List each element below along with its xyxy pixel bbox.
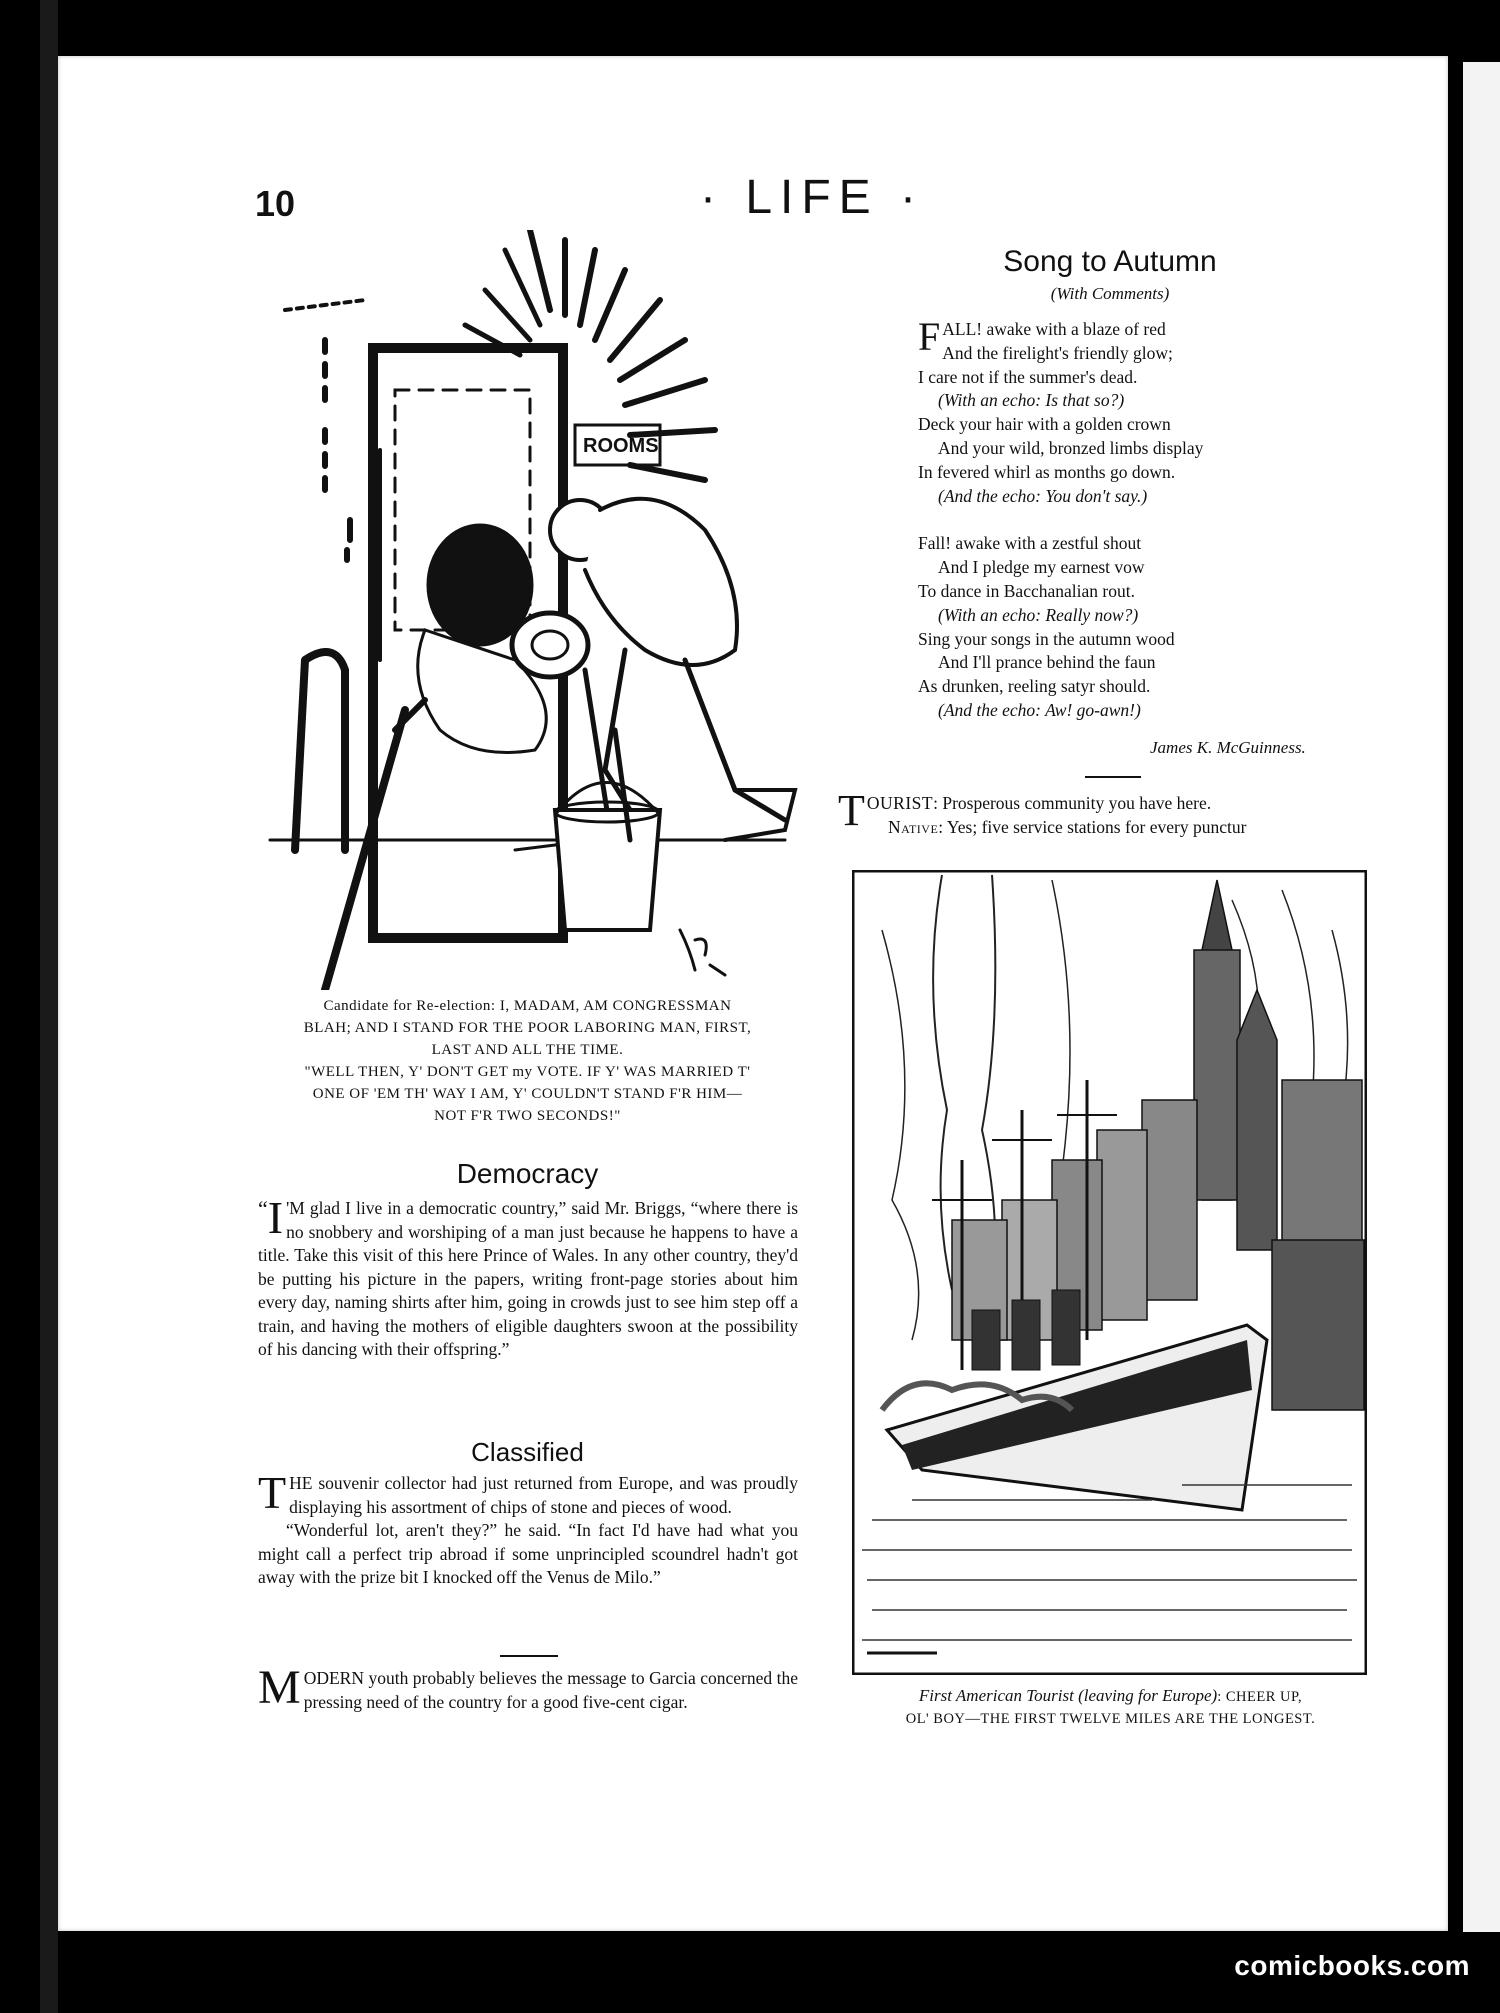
page-number: 10 [255, 183, 296, 224]
caption-line: ONE OF 'EM TH' WAY I AM, Y' COULDN'T STAND F'R HIM— [312, 1086, 743, 1102]
song-subtitle: (With Comments) [1050, 284, 1170, 303]
dropcap: T [258, 1467, 287, 1518]
caption-line: OL' BOY—THE FIRST TWELVE MILES ARE THE LONGEST. [905, 1711, 1316, 1727]
poem-line: Sing your songs in the autumn wood [918, 628, 1175, 649]
caption-line: LAST AND ALL THE TIME. [431, 1042, 624, 1058]
divider-rule [1085, 776, 1141, 778]
dropcap: T [838, 786, 865, 835]
poem-line: And the firelight's friendly glow; [942, 342, 1173, 363]
democracy-text: 'M glad I live in a democratic country,” said Mr. Briggs, “where there is no snobbery and worshiping of a man just because he happens to have a title. Take this visit of this here Prince of Wales. In any other country, they'd be putting his picture in the papers, writing front-page stories about him every day, naming shirts after him, going in crowds just to see him step off a train, and having the mothers of eligible daughters swoon at the possibility of his dancing with their offspring.” [258, 1198, 798, 1359]
poem-line: (With an echo: Is that so?) [938, 390, 1125, 411]
classified-para1: HE souvenir collector had just returned from Europe, and was proudly displaying his assortment of chips of stone and pieces of wood. [289, 1473, 798, 1517]
democracy-title: Democracy [456, 1158, 599, 1189]
native-label: Native [888, 816, 939, 837]
classified-article [258, 1467, 798, 1590]
masthead-title: · LIFE · [700, 171, 925, 224]
cartoon-caption [255, 995, 800, 1127]
native-line: : Yes; five service stations for every punctur [938, 816, 1247, 837]
poem-line: (And the echo: You don't say.) [938, 485, 1148, 506]
caption-line: "WELL THEN, Y' DON'T GET my VOTE. IF Y' WAS MARRIED T' [304, 1064, 751, 1080]
poem-line: And I pledge my earnest vow [938, 557, 1145, 578]
poem-line: Deck your hair with a golden crown [918, 414, 1171, 435]
poem-author: James K. McGuinness. [1150, 738, 1306, 757]
open-quote: “ [258, 1196, 268, 1221]
caption-line: NOT F'R TWO SECONDS!" [434, 1108, 621, 1124]
caption-line: BLAH; AND I STAND FOR THE POOR LABORING MAN, FIRST, [303, 1020, 752, 1036]
poem-line: I care not if the summer's dead. [918, 366, 1138, 387]
stanza-1 [918, 314, 1318, 508]
candidate-cartoon [265, 230, 805, 990]
ship-caption [838, 1685, 1383, 1730]
divider-rule [500, 1655, 558, 1657]
democracy-article [258, 1192, 798, 1362]
poem-line: And I'll prance behind the faun [938, 652, 1156, 673]
poem-line: To dance in Bacchanalian rout. [918, 580, 1135, 601]
modern-text: ODERN youth probably believes the message to Garcia concerned the pressing need of the country for a good five-cent cigar. [303, 1668, 798, 1712]
poem-line: As drunken, reeling satyr should. [918, 676, 1151, 697]
tourist-line: : Prosperous community you have here. [933, 793, 1212, 813]
dropcap: F [918, 314, 941, 359]
scan-left-border [0, 0, 58, 2013]
song-poem [918, 314, 1318, 747]
source-watermark: comicbooks.com [1234, 1950, 1470, 1981]
classified-para2: “Wonderful lot, aren't they?” he said. “In fact I'd have had what you might call a perfect trip abroad if some unprincipled scoundrel hadn't got away with the prize bit I knocked off the Venus de Milo.” [258, 1520, 798, 1587]
caption-line: Candidate for Re-election: I, MADAM, AM CONGRESSMAN [323, 998, 732, 1014]
rooms-sign-text: ROOMS [583, 435, 659, 457]
dropcap: M [258, 1661, 301, 1714]
caption-italic: First American Tourist (leaving for Europe) [918, 1686, 1218, 1705]
poem-line: In fevered whirl as months go down. [918, 461, 1176, 482]
classified-title: Classified [471, 1437, 584, 1467]
poem-line: (With an echo: Really now?) [938, 604, 1139, 625]
caption-rest: : CHEER UP, [1217, 1689, 1303, 1705]
dropcap: I [267, 1192, 284, 1243]
poem-line: ALL! awake with a blaze of red [942, 319, 1166, 339]
poem-line: (And the echo: Aw! go-awn!) [938, 699, 1141, 720]
tourist-label: OURIST [866, 793, 934, 813]
stanza-2 [918, 532, 1318, 722]
poem-line: And your wild, bronzed limbs display [938, 437, 1204, 458]
song-title: Song to Autumn [1003, 245, 1217, 278]
ship-illustration [852, 870, 1367, 1675]
next-page-edge [1455, 62, 1500, 1932]
tourist-joke [838, 786, 1378, 840]
poem-line: Fall! awake with a zestful shout [918, 533, 1142, 554]
modern-youth-item [258, 1661, 798, 1714]
